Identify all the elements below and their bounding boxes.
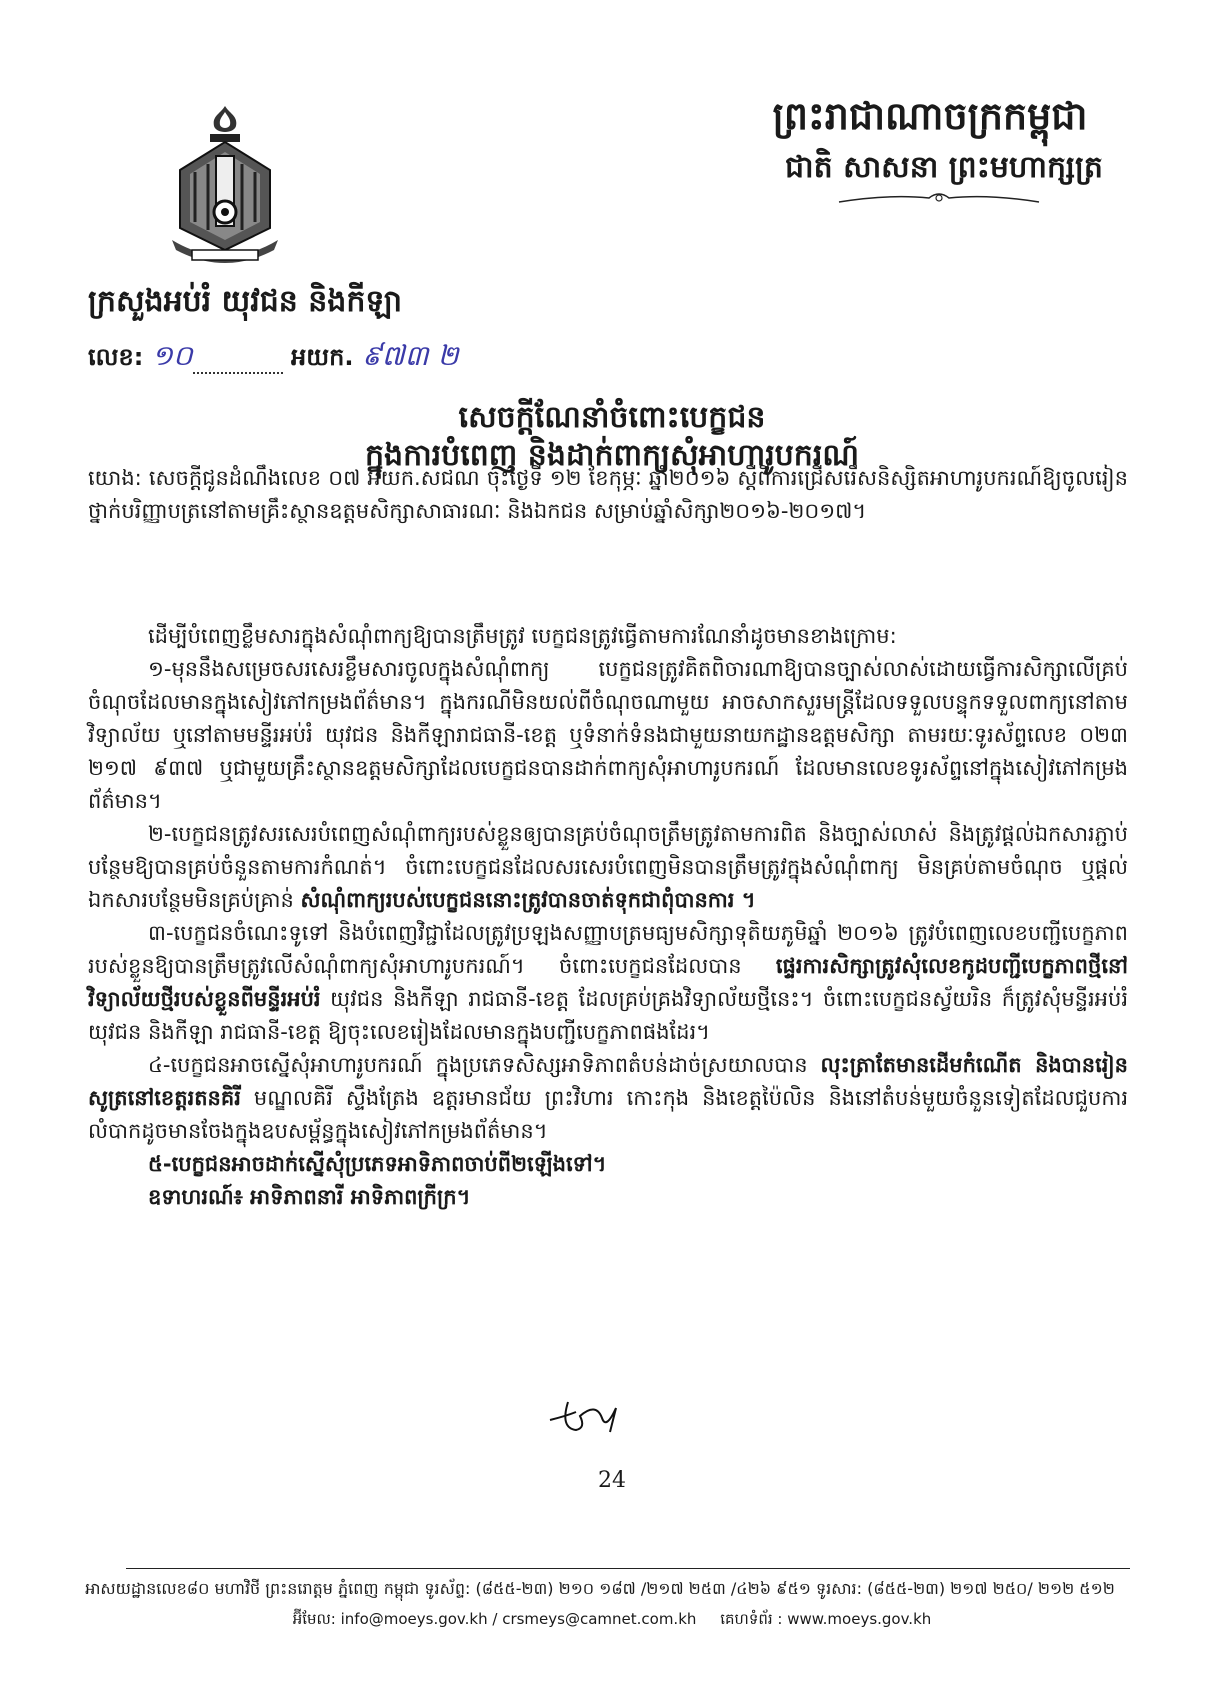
example-line: ឧទាហរណ៍៖ អាទិភាពនារី អាទិភាពក្រីក្រ។ bbox=[148, 1185, 471, 1209]
footer-address: អាសយដ្ឋានលេខ៨០ មហាវិថី ព្រះនរោត្តម ភ្នំពេញ កម្ពុជា ទូរស័ព្ទ: (៨៥៥-២៣) ២១០ ១៨៧ /២១៧ ២៥៣ /៤២៦ ៩៥១ ទូរសារ: (៨៥៥-២៣) ២១៧ ២៥០/ ២១២ ៥១២ bbox=[85, 1579, 1115, 1598]
item4-text-end: មណ្ឌលគិរី ស្ទឹងត្រែង ឧត្តរមានជ័យ ព្រះវិហារ កោះកុង និងខេត្តប៉ៃលិន និងនៅតំបន់មួយចំនួនទៀតដែលជួបការលំបាកដូចមានចែងក្នុងឧបសម្ព័ន្ធក្នុងសៀវភៅកម្រងព័ត៌មាន។ bbox=[88, 1086, 1128, 1143]
item2-text: ២-បេក្ខជនត្រូវសរសេរបំពេញសំណុំពាក្យរបស់ខ្លួនឲ្យបានគ្រប់ចំណុចត្រឹមត្រូវតាមការពិត និងច្បាស់លាស់ និងត្រូវផ្តល់ឯកសារភ្ជាប់បន្ថែមឱ្យបានគ្រប់ចំនួនតាមការកំណត់។ ចំពោះបេក្ខជនដែលសរសេរបំពេញមិនបានត្រឹមត្រូវក្នុងសំណុំពាក្យ មិនគ្រប់តាមចំណុច ឬផ្តល់ឯកសារបន្ថែមមិនគ្រប់គ្រាន់ bbox=[88, 822, 1128, 912]
ornament-divider bbox=[829, 188, 1049, 208]
ministry-emblem-icon bbox=[150, 100, 300, 270]
website-link[interactable]: : www.moeys.gov.kh bbox=[777, 1610, 932, 1628]
item2-emphasis: សំណុំពាក្យរបស់បេក្ខជននោះត្រូវបានចាត់ទុកជាពុំបានការ ។ bbox=[300, 888, 756, 912]
instruction-item-3 bbox=[88, 917, 1128, 1049]
document-body bbox=[88, 620, 1128, 1214]
reference-number bbox=[88, 338, 459, 379]
national-motto: ជាតិ សាសនា ព្រះមហាក្សត្រ bbox=[785, 150, 1103, 185]
ministry-name: ក្រសួងអប់រំ យុវជន និងកីឡា bbox=[88, 284, 403, 319]
footer-divider bbox=[126, 1568, 1130, 1569]
item4-emphasis: លុះត្រាតែមានដើមកំណើត និងបានរៀនសូត្រនៅខេត្តរតនគិរី bbox=[88, 1053, 1128, 1110]
instruction-item-2 bbox=[88, 818, 1128, 917]
document-title-line2: ក្នុងការបំពេញ និងដាក់ពាក្យសុំអាហារូបករណ៍ bbox=[365, 438, 859, 473]
document-title-line1: សេចក្តីណែនាំចំពោះបេក្ខជន bbox=[458, 400, 766, 435]
website-label: គេហទំព័រ bbox=[720, 1610, 773, 1628]
ref-code-handwritten: ៩៧៣ ២ bbox=[361, 339, 459, 372]
email-link[interactable]: info@moeys.gov.kh / crsmeys@camnet.com.kh bbox=[340, 1610, 697, 1628]
item3-text-end: យុវជន និងកីឡា រាជធានី-ខេត្ត ដែលគ្រប់គ្រងវិទ្យាល័យថ្មីនេះ។ ចំពោះបេក្ខជនស្វ័យរិន ក៏ត្រូវសុំមន្ទីរអប់រំ យុវជន និងកីឡា រាជធានី-ខេត្ត ឱ្យចុះលេខរៀងដែលមានក្នុងបញ្ជីបេក្ខភាពផងដែរ។ bbox=[88, 987, 1128, 1044]
intro-paragraph: ដើម្បីបំពេញខ្លឹមសារក្នុងសំណុំពាក្យឱ្យបានត្រឹមត្រូវ បេក្ខជនត្រូវធ្វើតាមការណែនាំដូចមានខាងក្រោម: bbox=[148, 624, 897, 648]
dotted-line bbox=[193, 372, 283, 374]
footer-contact bbox=[0, 1610, 1224, 1632]
instruction-item-1: ១-មុននឹងសម្រេចសរសេរខ្លឹមសារចូលក្នុងសំណុំពាក្យ បេក្ខជនត្រូវគិតពិចារណាឱ្យបានច្បាស់លាស់ដោយធ្វើការសិក្សាលើគ្រប់ចំណុចដែលមានក្នុងសៀវភៅកម្រងព័ត៌មាន។ ក្នុងករណីមិនយល់ពីចំណុចណាមួយ អាចសាកសួរមន្ត្រីដែលទទួលបន្ទុកទទួលពាក្យនៅតាមវិទ្យាល័យ ឬនៅតាមមន្ទីរអប់រំ យុវជន និងកីឡារាជធានី-ខេត្ត ឬទំនាក់ទំនងជាមួយនាយកដ្ឋានឧត្តមសិក្សា តាមរយៈទូរស័ព្ទលេខ ០២៣ ២១៧ ៩៣៧ ឬជាមួយគ្រឹះស្ថានឧត្តមសិក្សាដែលបេក្ខជនបានដាក់ពាក្យសុំអាហារូបករណ៍ ដែលមានលេខទូរស័ព្ទនៅក្នុងសៀវភៅកម្រងព័ត៌មាន។ bbox=[88, 657, 1128, 813]
handwritten-initials-icon bbox=[546, 1398, 636, 1434]
reference-paragraph: យោង: សេចក្តីជូនដំណឹងលេខ ០៧ អយក.សជណ ចុះថ្ងៃទី ១២ ខែកុម្ភៈ ឆ្នាំ២០១៦ ស្តីពីការជ្រើសរើសនិស្សិតអាហារូបករណ៍ឱ្យចូលរៀនថ្នាក់បរិញ្ញាបត្រនៅតាមគ្រឹះស្ថានឧត្តមសិក្សាសាធារណៈ និងឯកជន សម្រាប់ឆ្នាំសិក្សា២០១៦-២០១៧។ bbox=[88, 466, 1128, 523]
kingdom-heading: ព្រះរាជាណាចក្រកម្ពុជា bbox=[772, 94, 1088, 138]
ref-office: អយក. bbox=[291, 343, 354, 371]
ref-number-handwritten: ១០ bbox=[151, 339, 193, 372]
page-number: 24 bbox=[598, 1468, 626, 1493]
ref-label: លេខ: bbox=[88, 343, 144, 371]
item3-text: ៣-បេក្ខជនចំណេះទូទៅ និងបំពេញវិជ្ជាដែលត្រូវប្រឡងសញ្ញាបត្រមធ្យមសិក្សាទុតិយភូមិឆ្នាំ ២០១៦ ត្រូវបំពេញលេខបញ្ជីបេក្ខភាពរបស់ខ្លួនឱ្យបានត្រឹមត្រូវលើសំណុំពាក្យសុំអាហារូបករណ៍។ ចំពោះបេក្ខជនដែលបាន bbox=[88, 921, 1128, 978]
instruction-item-5: ៥-បេក្ខជនអាចដាក់ស្នើសុំប្រភេទអាទិភាពចាប់ពី២ឡើងទៅ។ bbox=[148, 1152, 607, 1176]
instruction-item-4 bbox=[88, 1049, 1128, 1148]
item4-text: ៤-បេក្ខជនអាចស្នើសុំអាហារូបករណ៍ ក្នុងប្រភេទសិស្សអាទិភាពតំបន់ដាច់ស្រយាលបាន bbox=[148, 1053, 821, 1077]
item3-emphasis: ផ្ទេរការសិក្សាត្រូវសុំលេខកូដបញ្ជីបេក្ខភាពថ្មីនៅវិទ្យាល័យថ្មីរបស់ខ្លួនពីមន្ទីរអប់រំ bbox=[88, 954, 1128, 1011]
email-label: អ៊ីមែល: bbox=[292, 1610, 336, 1628]
